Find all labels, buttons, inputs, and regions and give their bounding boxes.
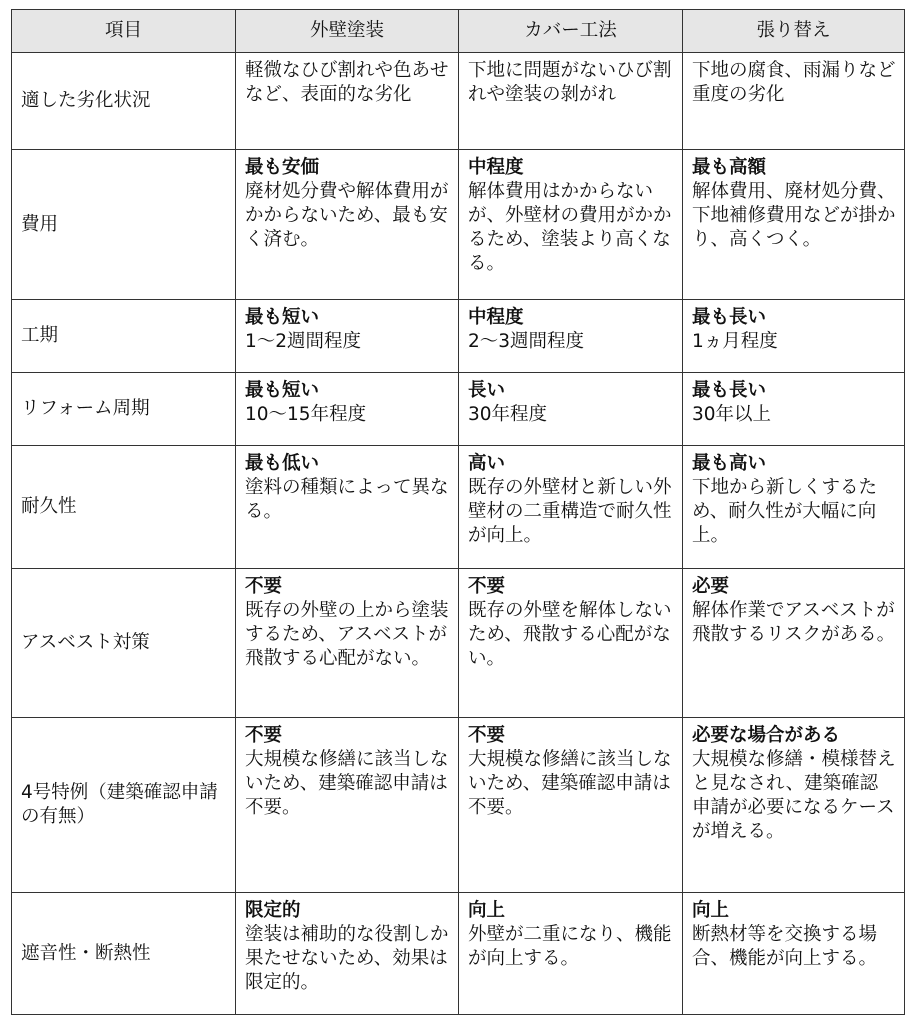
header-cell-item: 項目	[12, 10, 236, 53]
cell-body: 1〜2週間程度	[245, 331, 362, 352]
table-cell	[459, 53, 683, 150]
table-cell	[459, 569, 683, 718]
row-label: 適した劣化状況	[12, 53, 236, 150]
table-cell	[236, 893, 459, 1015]
cell-lead: 不要	[468, 576, 506, 597]
table-cell	[236, 373, 459, 446]
cell-lead: 不要	[245, 725, 283, 746]
table-cell	[459, 893, 683, 1015]
table-cell	[459, 718, 683, 893]
row-label: 費用	[12, 150, 236, 300]
cell-body: 既存の外壁材と新しい外壁材の二重構造で耐久性が向上。	[468, 477, 672, 546]
table-cell	[683, 569, 905, 718]
table-cell	[236, 569, 459, 718]
cell-body: 軽微なひび割れや色あせなど、表面的な劣化	[245, 60, 449, 105]
cell-body: 廃材処分費や解体費用がかからないため、最も安く済む。	[245, 181, 449, 250]
header-row	[12, 10, 905, 53]
table-row	[12, 893, 905, 1015]
cell-lead: 向上	[692, 900, 730, 921]
cell-lead: 中程度	[468, 307, 524, 328]
cell-body: 大規模な修繕に該当しないため、建築確認申請は不要。	[245, 749, 449, 818]
cell-body: 解体作業でアスベストが飛散するリスクがある。	[692, 600, 896, 645]
row-label: アスベスト対策	[12, 569, 236, 718]
table-cell	[459, 373, 683, 446]
table-row	[12, 718, 905, 893]
cell-lead: 最も高額	[692, 157, 767, 178]
cell-lead: 最も短い	[245, 380, 320, 401]
table-cell	[459, 150, 683, 300]
cell-body: 10〜15年程度	[245, 404, 367, 425]
cell-lead: 必要	[692, 576, 730, 597]
table-cell	[683, 718, 905, 893]
table-row	[12, 300, 905, 373]
table-cell	[236, 718, 459, 893]
cell-body: 大規模な修繕に該当しないため、建築確認申請は不要。	[468, 749, 672, 818]
table-cell	[683, 300, 905, 373]
cell-lead: 最も高い	[692, 453, 767, 474]
cell-lead: 最も低い	[245, 453, 320, 474]
table-row	[12, 53, 905, 150]
cell-lead: 最も長い	[692, 380, 767, 401]
cell-lead: 向上	[468, 900, 506, 921]
cell-body: 下地の腐食、雨漏りなど重度の劣化	[692, 60, 896, 105]
cell-body: 解体費用、廃材処分費、下地補修費用などが掛かり、高くつく。	[692, 181, 896, 250]
row-label: 工期	[12, 300, 236, 373]
row-label: 耐久性	[12, 446, 236, 569]
table-cell	[459, 300, 683, 373]
header-cell-cover-method: カバー工法	[459, 10, 683, 53]
table-cell	[236, 150, 459, 300]
table-row	[12, 569, 905, 718]
table-cell	[683, 53, 905, 150]
cell-body: 塗装は補助的な役割しか果たせないため、効果は限定的。	[245, 924, 449, 993]
cell-lead: 最も長い	[692, 307, 767, 328]
row-label: 遮音性・断熱性	[12, 893, 236, 1015]
table-header	[12, 10, 905, 53]
cell-body: 1ヵ月程度	[692, 331, 778, 352]
table-row	[12, 150, 905, 300]
cell-body: 下地から新しくするため、耐久性が大幅に向上。	[692, 477, 878, 546]
cell-body: 外壁が二重になり、機能が向上する。	[468, 924, 672, 969]
table-cell	[459, 446, 683, 569]
cell-lead: 不要	[245, 576, 283, 597]
cell-body: 断熱材等を交換する場合、機能が向上する。	[692, 924, 878, 969]
cell-body: 30年以上	[692, 404, 772, 425]
table-cell	[683, 893, 905, 1015]
cell-lead: 限定的	[245, 900, 301, 921]
row-label: 4号特例（建築確認申請の有無）	[12, 718, 236, 893]
cell-body: 2〜3週間程度	[468, 331, 585, 352]
row-label: リフォーム周期	[12, 373, 236, 446]
cell-body: 解体費用はかからないが、外壁材の費用がかかるため、塗装より高くなる。	[468, 181, 672, 274]
table-row	[12, 446, 905, 569]
table-cell	[236, 53, 459, 150]
header-cell-exterior-painting: 外壁塗装	[236, 10, 459, 53]
table-cell	[683, 150, 905, 300]
comparison-table	[11, 9, 905, 1015]
cell-lead: 高い	[468, 453, 506, 474]
cell-body: 塗料の種類によって異なる。	[245, 477, 449, 522]
cell-lead: 不要	[468, 725, 506, 746]
table-cell	[683, 446, 905, 569]
table-cell	[236, 300, 459, 373]
cell-lead: 長い	[468, 380, 506, 401]
cell-body: 下地に問題がないひび割れや塗装の剝がれ	[468, 60, 672, 105]
table-cell	[683, 373, 905, 446]
cell-body: 既存の外壁の上から塗装するため、アスベストが飛散する心配がない。	[245, 600, 449, 669]
table-row	[12, 373, 905, 446]
cell-lead: 最も短い	[245, 307, 320, 328]
table-body	[12, 53, 905, 1015]
header-cell-replacement: 張り替え	[683, 10, 905, 53]
cell-lead: 必要な場合がある	[692, 725, 841, 746]
table-cell	[236, 446, 459, 569]
cell-lead: 最も安価	[245, 157, 320, 178]
cell-body: 30年程度	[468, 404, 548, 425]
cell-body: 大規模な修繕・模様替えと見なされ、建築確認申請が必要になるケースが増える。	[692, 749, 896, 842]
cell-body: 既存の外壁を解体しないため、飛散する心配がない。	[468, 600, 672, 669]
cell-lead: 中程度	[468, 157, 524, 178]
